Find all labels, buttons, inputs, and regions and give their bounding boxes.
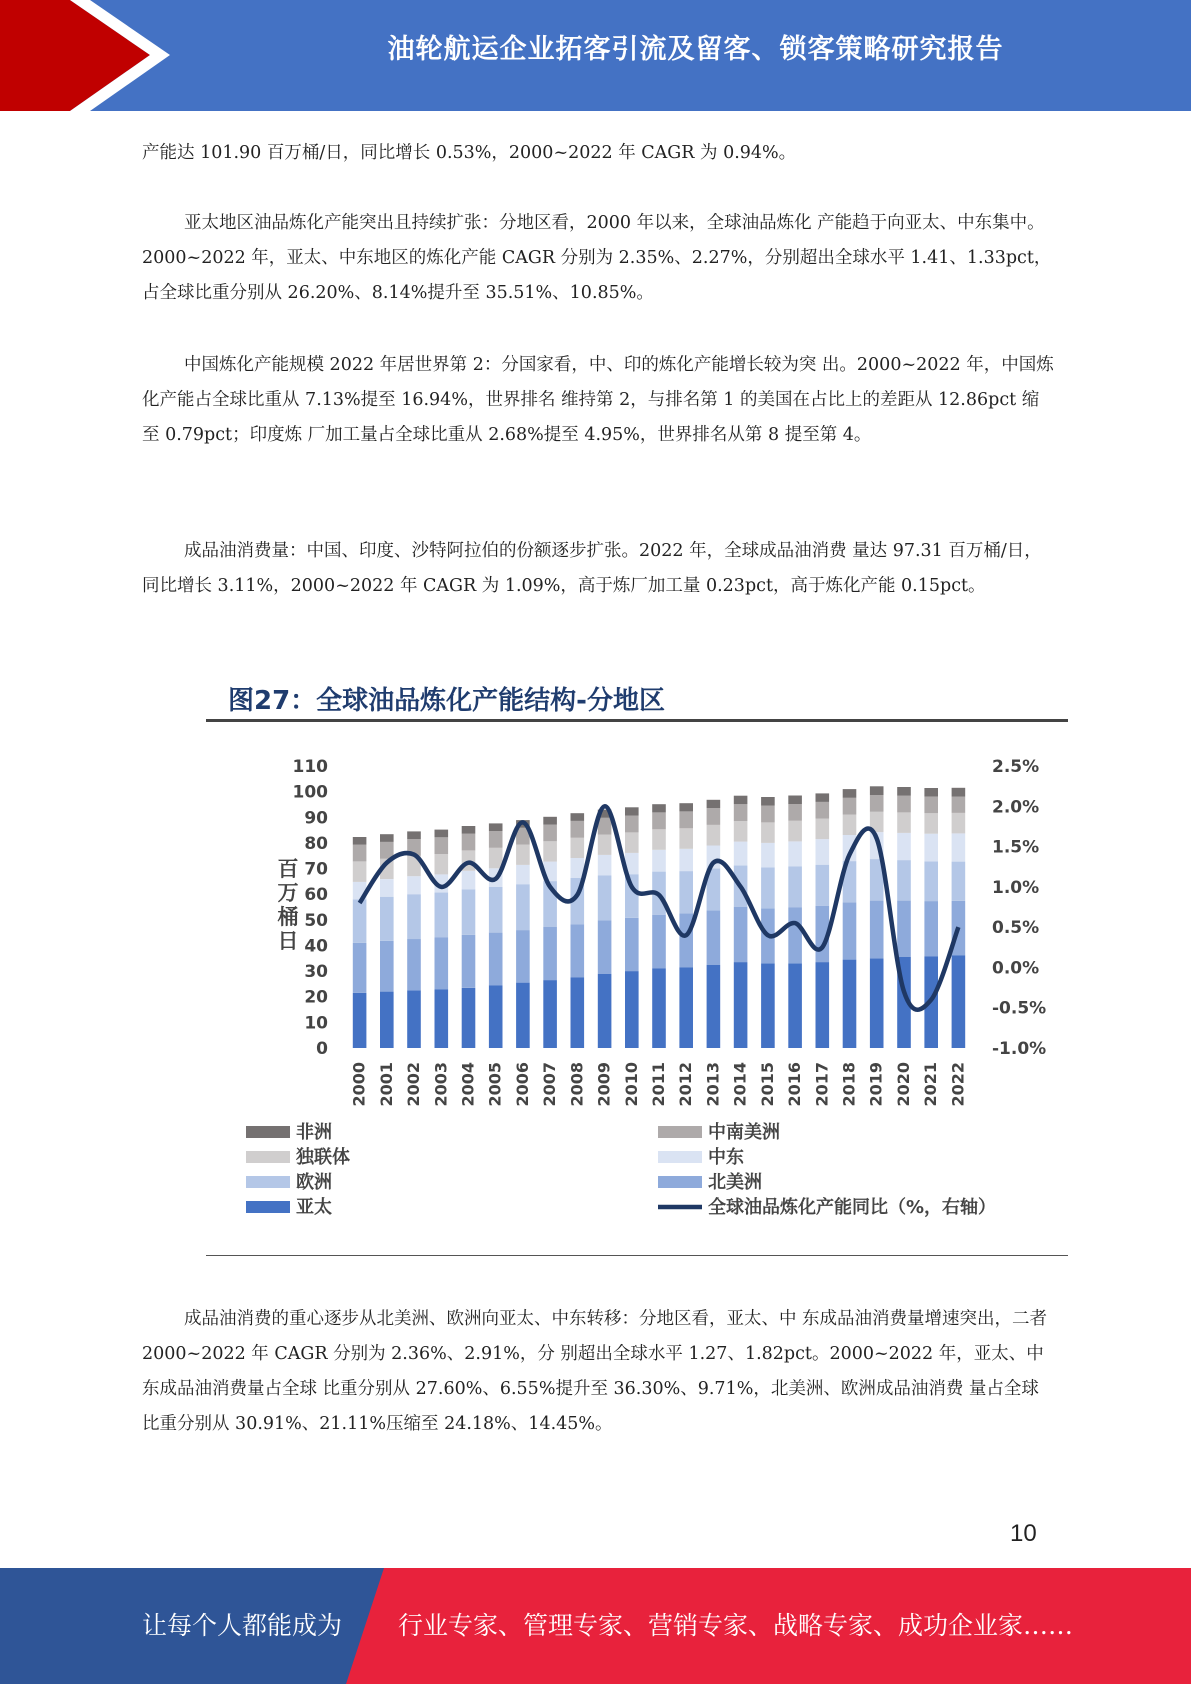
x-tick-label: 2012 xyxy=(676,1062,696,1107)
bar-segment xyxy=(924,813,938,834)
y-tick-label: 70 xyxy=(304,859,328,880)
bar-segment xyxy=(897,787,911,796)
bar-segment xyxy=(543,980,557,1048)
bar-segment xyxy=(707,910,721,964)
y2-tick-label: 2.0% xyxy=(992,797,1040,818)
bar-segment xyxy=(435,854,449,875)
bar-segment xyxy=(652,915,666,969)
bar-segment xyxy=(652,829,666,850)
x-tick-label: 2004 xyxy=(458,1062,478,1107)
bar-segment xyxy=(707,808,721,825)
legend-label: 亚太 xyxy=(296,1197,332,1218)
legend-label: 全球油品炼化产能同比（%，右轴） xyxy=(708,1197,997,1218)
bar-segment xyxy=(353,993,367,1048)
bar-segment xyxy=(516,930,530,983)
bar-segment xyxy=(897,860,911,901)
y2-tick-label: 2.5% xyxy=(992,757,1040,777)
bar-segment xyxy=(571,838,585,859)
y-tick-label: 10 xyxy=(304,1013,328,1034)
bar-segment xyxy=(652,850,666,872)
paragraph-text: 中国炼化产能规模 2022 年居世界第 2：分国家看，中、印的炼化产能增长较为突 出。2000~2022 年，中国炼化产能占全球比重从 7.13%提至 16.94%，世界排名 维持第 2，与排名第 1 的美国在占比上的差距从 12.86pct 缩至 0.79pct；印度炼 厂加工量占全球比重从 2.68%提至 4.95%，世界排名从第 8 提至第 4。 xyxy=(142,355,1054,445)
bar-segment xyxy=(761,867,775,908)
bar-segment xyxy=(897,833,911,860)
bar-segment xyxy=(380,897,394,941)
legend-label: 欧洲 xyxy=(296,1172,332,1193)
bar-segment xyxy=(761,806,775,823)
bar-segment xyxy=(407,876,421,894)
bar-segment xyxy=(952,813,966,834)
x-tick-label: 2019 xyxy=(866,1062,886,1107)
bar-segment xyxy=(625,816,639,833)
bar-segment xyxy=(788,821,802,842)
bar-segment xyxy=(843,902,857,959)
legend-label: 中南美洲 xyxy=(708,1122,780,1143)
bar-segment xyxy=(870,958,884,1048)
bar-segment xyxy=(625,807,639,815)
bar-segment xyxy=(571,821,585,838)
paragraph-1 xyxy=(142,136,1054,171)
bar-segment xyxy=(707,825,721,846)
y-axis-label-char: 万 xyxy=(277,881,299,905)
bar-segment xyxy=(870,786,884,795)
bar-segment xyxy=(462,935,476,988)
y-tick-label: 50 xyxy=(304,910,328,931)
bar-segment xyxy=(897,812,911,833)
y2-tick-label: 0.0% xyxy=(992,958,1040,979)
legend-swatch xyxy=(246,1151,290,1163)
x-tick-label: 2010 xyxy=(621,1062,641,1107)
bar-segment xyxy=(353,845,367,862)
x-tick-label: 2021 xyxy=(921,1062,941,1107)
bar-segment xyxy=(407,939,421,990)
bar-segment xyxy=(516,865,530,884)
bar-segment xyxy=(788,841,802,866)
bar-segment xyxy=(489,823,503,831)
bar-segment xyxy=(924,797,938,813)
bar-segment xyxy=(734,962,748,1048)
bar-segment xyxy=(353,837,367,845)
legend-swatch xyxy=(246,1126,290,1138)
x-tick-label: 2013 xyxy=(703,1062,723,1107)
bar-segment xyxy=(652,804,666,812)
bar-segment xyxy=(952,788,966,797)
paragraph-text: 成品油消费的重心逐步从北美洲、欧洲向亚太、中东转移：分地区看，亚太、中 东成品油消费量增速突出，二者 2000~2022 年 CAGR 分别为 2.36%、2.91%，分 别超出全球水平 1.27、1.82pct。2000~2022 年，亚太、中东成品油消费量占全球 比重分别从 27.60%、6.55%提升至 36.30%、9.71%，北美洲、欧洲成品油消费 量占全球比重分别从 30.91%、21.11%压缩至 24.18%、14.45%。 xyxy=(142,1309,1048,1434)
bar-segment xyxy=(924,861,938,901)
bar-segment xyxy=(435,990,449,1049)
paragraph-5 xyxy=(142,1302,1054,1442)
bar-segment xyxy=(489,933,503,986)
bar-segment xyxy=(489,887,503,933)
bar-segment xyxy=(625,832,639,853)
bar-segment xyxy=(462,826,476,834)
bar-segment xyxy=(543,927,557,980)
bar-segment xyxy=(734,804,748,821)
paragraph-3 xyxy=(142,348,1054,453)
bar-segment xyxy=(462,871,476,890)
legend-swatch xyxy=(658,1151,702,1163)
legend-swatch xyxy=(246,1201,290,1213)
page-number: 10 xyxy=(1010,1520,1037,1547)
x-tick-label: 2001 xyxy=(376,1062,396,1107)
stacked-bar-line-chart xyxy=(206,726,1068,1254)
y-tick-label: 80 xyxy=(304,833,328,854)
bar-segment xyxy=(761,963,775,1048)
bar-segment xyxy=(598,974,612,1048)
bar-segment xyxy=(897,901,911,957)
bar-segment xyxy=(816,962,830,1048)
x-tick-label: 2005 xyxy=(485,1062,505,1107)
bar-segment xyxy=(761,843,775,867)
paragraph-text: 产能达 101.90 百万桶/日，同比增长 0.53%，2000~2022 年 CAGR 为 0.94%。 xyxy=(142,143,797,163)
bar-segment xyxy=(462,834,476,851)
bar-segment xyxy=(816,865,830,906)
bar-segment xyxy=(435,837,449,854)
bar-segment xyxy=(816,839,830,865)
bar-segment xyxy=(543,841,557,862)
bar-segment xyxy=(652,969,666,1049)
x-tick-label: 2008 xyxy=(567,1062,587,1107)
bar-segment xyxy=(734,796,748,805)
figure-title: 图27：全球油品炼化产能结构-分地区 xyxy=(228,686,665,716)
bar-segment xyxy=(788,804,802,821)
x-tick-label: 2018 xyxy=(839,1062,859,1107)
bar-segment xyxy=(462,889,476,935)
bar-segment xyxy=(407,831,421,839)
bar-segment xyxy=(516,983,530,1048)
bar-segment xyxy=(761,822,775,843)
bar-segment xyxy=(924,834,938,862)
y2-tick-label: -0.5% xyxy=(992,998,1047,1019)
report-title: 油轮航运企业拓客引流及留客、锁客策略研究报告 xyxy=(387,34,1004,65)
x-tick-label: 2016 xyxy=(785,1062,805,1107)
paragraph-text: 亚太地区油品炼化产能突出且持续扩张：分地区看，2000 年以来，全球油品炼化 产能趋于向亚太、中东集中。2000~2022 年，亚太、中东地区的炼化产能 CAGR 分别为 2.35%、2.27%，分别超出全球水平 1.41、1.33pct，占全球比重分别从 26.20%、8.14%提升至 35.51%、10.85%。 xyxy=(142,213,1052,303)
bar-segment xyxy=(679,967,693,1048)
figure-bottom-rule xyxy=(206,1255,1068,1256)
bar-segment xyxy=(598,876,612,921)
bar-segment xyxy=(489,831,503,848)
y-tick-label: 0 xyxy=(316,1039,328,1059)
bar-segment xyxy=(380,879,394,897)
page-header xyxy=(0,0,1191,111)
bar-segment xyxy=(679,803,693,811)
legend-label: 非洲 xyxy=(296,1122,332,1143)
bar-segment xyxy=(679,828,693,849)
x-tick-label: 2014 xyxy=(730,1062,750,1107)
x-tick-label: 2017 xyxy=(812,1062,832,1107)
header-arrow-decoration xyxy=(0,0,200,111)
bar-segment xyxy=(353,943,367,993)
y2-tick-label: 0.5% xyxy=(992,918,1040,939)
y-tick-label: 90 xyxy=(304,808,328,829)
page-footer xyxy=(0,1568,1191,1684)
bar-segment xyxy=(407,894,421,939)
bar-segment xyxy=(843,960,857,1048)
bar-segment xyxy=(407,990,421,1048)
footer-slogan-right: 行业专家、管理专家、营销专家、战略专家、成功企业家…… xyxy=(398,1611,1074,1640)
bar-segment xyxy=(679,849,693,871)
paragraph-text: 成品油消费量：中国、印度、沙特阿拉伯的份额逐步扩张。2022 年，全球成品油消费 量达 97.31 百万桶/日，同比增长 3.11%，2000~2022 年 CAGR 为 1.09%，高于炼厂加工量 0.23pct，高于炼化产能 0.15pct。 xyxy=(142,541,1042,596)
bar-segment xyxy=(816,793,830,802)
x-tick-label: 2020 xyxy=(894,1062,913,1107)
y-tick-label: 30 xyxy=(304,962,328,983)
bar-segment xyxy=(924,901,938,956)
bar-segment xyxy=(353,899,367,943)
bar-segment xyxy=(761,797,775,806)
legend-label: 中东 xyxy=(708,1147,744,1168)
y2-tick-label: -1.0% xyxy=(992,1039,1047,1059)
paragraph-4 xyxy=(142,534,1054,604)
bar-segment xyxy=(462,988,476,1048)
y-tick-label: 60 xyxy=(304,885,328,906)
x-tick-label: 2003 xyxy=(431,1062,451,1107)
bar-segment xyxy=(489,985,503,1048)
legend-swatch xyxy=(658,1126,702,1138)
y-axis-label-char: 桶 xyxy=(277,905,299,929)
bar-segment xyxy=(734,842,748,866)
y2-tick-label: 1.0% xyxy=(992,877,1040,898)
bar-segment xyxy=(516,884,530,930)
bar-segment xyxy=(516,844,530,865)
bar-segment xyxy=(598,818,612,835)
bar-segment xyxy=(598,834,612,855)
y-tick-label: 20 xyxy=(304,987,328,1008)
bar-segment xyxy=(952,955,966,1048)
bar-segment xyxy=(816,802,830,819)
bar-segment xyxy=(679,811,693,828)
y-axis-label-char: 日 xyxy=(277,929,299,953)
bar-segment xyxy=(435,892,449,937)
bar-segment xyxy=(380,941,394,992)
legend-swatch xyxy=(246,1176,290,1188)
bar-segment xyxy=(734,821,748,842)
bar-segment xyxy=(380,834,394,842)
legend-swatch xyxy=(658,1176,702,1188)
bar-segment xyxy=(571,978,585,1049)
bar-segment xyxy=(353,861,367,882)
bar-segment xyxy=(734,907,748,962)
x-tick-label: 2009 xyxy=(594,1062,614,1107)
x-tick-label: 2007 xyxy=(540,1062,560,1107)
bar-segment xyxy=(952,833,966,861)
bar-segment xyxy=(707,800,721,808)
bar-segment xyxy=(625,971,639,1048)
x-tick-label: 2022 xyxy=(948,1062,968,1107)
bar-segment xyxy=(625,918,639,971)
footer-slogan-left: 让每个人都能成为 xyxy=(142,1611,343,1640)
bar-segment xyxy=(435,830,449,838)
bar-segment xyxy=(788,796,802,805)
x-tick-label: 2002 xyxy=(404,1062,423,1107)
x-tick-label: 2011 xyxy=(649,1062,668,1107)
bar-segment xyxy=(598,855,612,876)
figure-top-rule xyxy=(206,719,1068,722)
bar-segment xyxy=(816,819,830,840)
bar-segment xyxy=(788,867,802,908)
y-tick-label: 40 xyxy=(304,936,328,957)
y-axis-label-char: 百 xyxy=(277,857,299,881)
bar-segment xyxy=(380,992,394,1048)
y-tick-label: 110 xyxy=(292,757,328,777)
y-tick-label: 100 xyxy=(292,782,328,803)
bar-segment xyxy=(788,908,802,964)
bar-segment xyxy=(870,795,884,812)
bar-segment xyxy=(679,871,693,913)
legend-label: 北美洲 xyxy=(708,1172,762,1193)
legend-label: 独联体 xyxy=(296,1147,350,1168)
bar-segment xyxy=(489,848,503,869)
bar-segment xyxy=(435,938,449,990)
bar-segment xyxy=(571,813,585,821)
x-tick-label: 2006 xyxy=(512,1062,532,1107)
bar-segment xyxy=(707,965,721,1048)
bar-segment xyxy=(870,901,884,959)
bar-segment xyxy=(652,812,666,829)
paragraph-2 xyxy=(142,206,1054,311)
bar-segment xyxy=(952,797,966,813)
x-tick-label: 2015 xyxy=(757,1062,777,1107)
bar-segment xyxy=(843,789,857,798)
bar-segment xyxy=(543,817,557,825)
bar-segment xyxy=(380,842,394,859)
y2-tick-label: 1.5% xyxy=(992,837,1040,858)
bar-segment xyxy=(571,924,585,977)
bar-segment xyxy=(924,788,938,797)
x-tick-label: 2000 xyxy=(349,1062,369,1107)
bar-segment xyxy=(788,963,802,1048)
bar-segment xyxy=(843,798,857,815)
bar-segment xyxy=(843,815,857,836)
bar-segment xyxy=(543,825,557,842)
bar-segment xyxy=(897,796,911,813)
bar-segment xyxy=(952,862,966,901)
bar-segment xyxy=(598,920,612,973)
